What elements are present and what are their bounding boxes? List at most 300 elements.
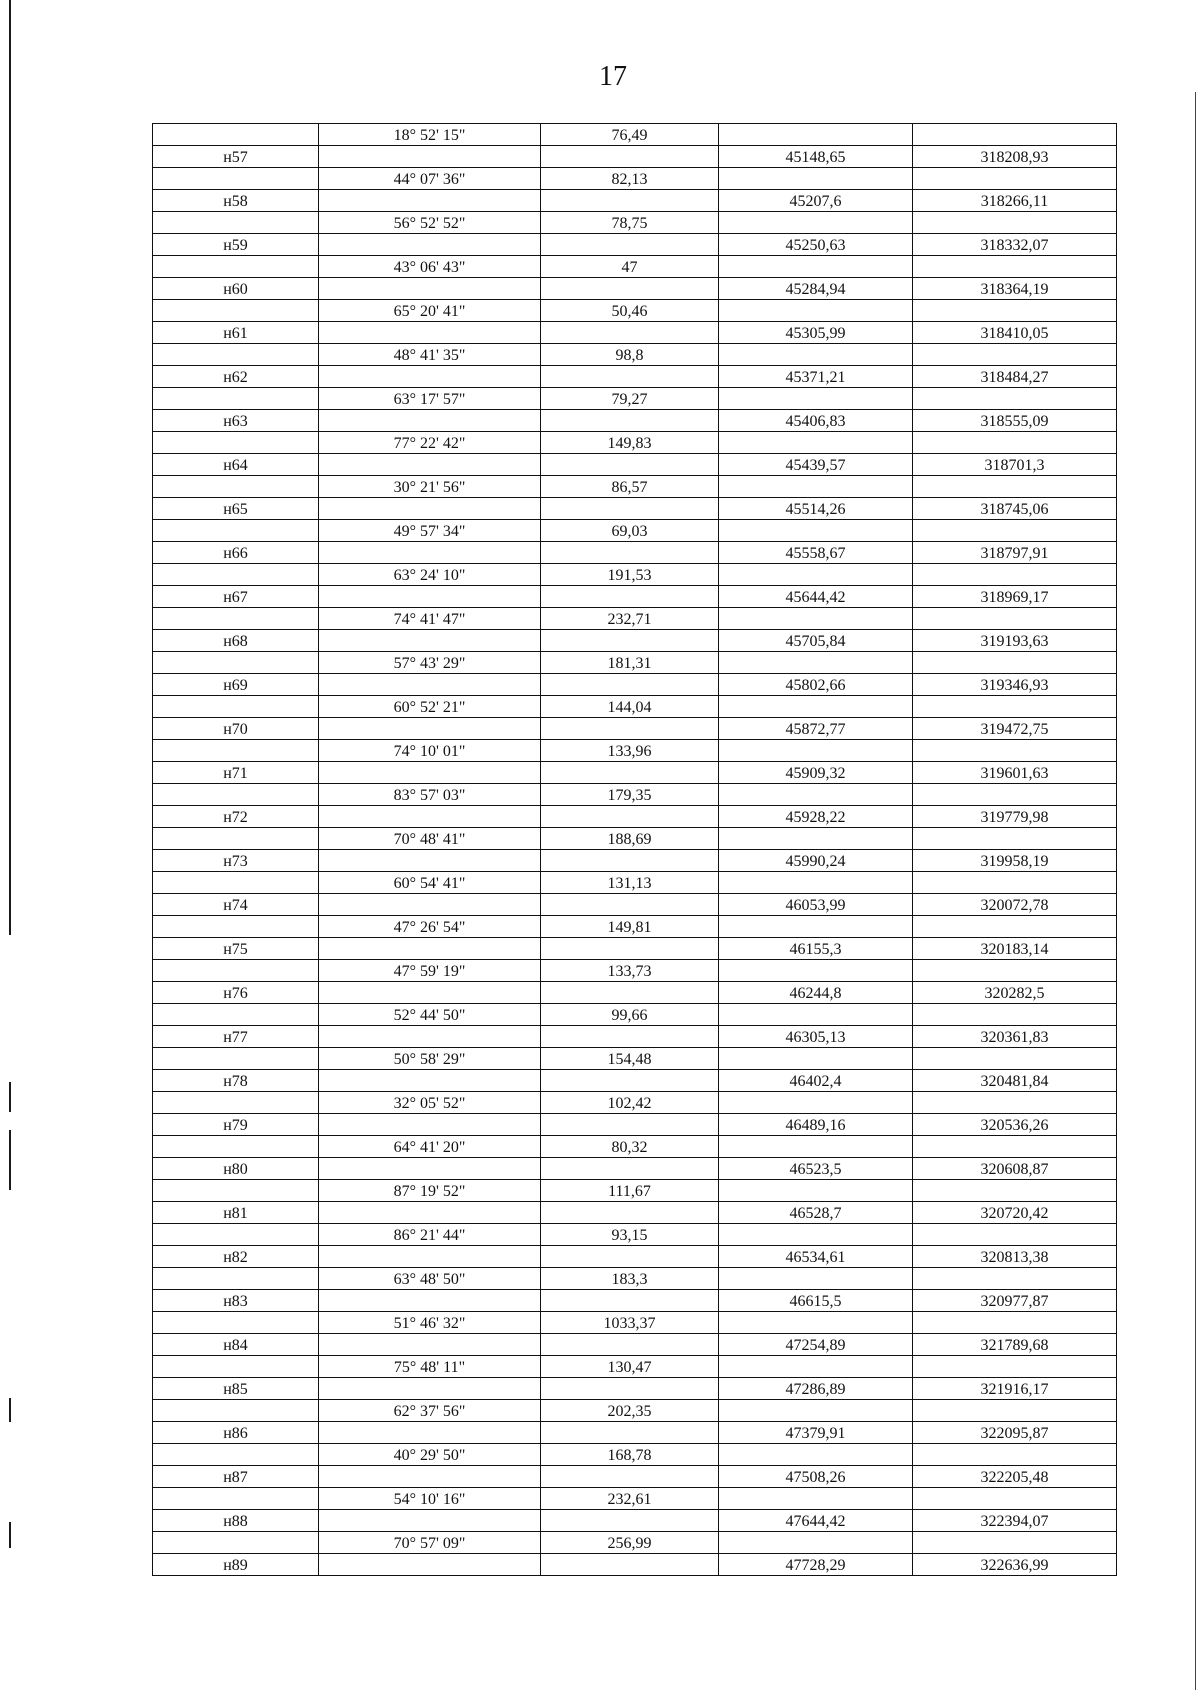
cell-y: 321789,68 bbox=[912, 1334, 1116, 1355]
cell-x: 46615,5 bbox=[718, 1290, 912, 1311]
cell-empty bbox=[153, 960, 318, 981]
cell-angle: 52° 44' 50" bbox=[318, 1004, 540, 1025]
cell-distance: 149,83 bbox=[540, 432, 718, 453]
cell-point-name: н66 bbox=[223, 545, 248, 562]
cell-empty bbox=[912, 828, 1116, 849]
cell-empty bbox=[318, 1158, 540, 1179]
cell-angle: 18° 52' 15" bbox=[318, 124, 540, 145]
cell-point-name: н82 bbox=[223, 1249, 248, 1266]
cell-empty bbox=[153, 1444, 318, 1465]
cell-x: 45250,63 bbox=[718, 234, 912, 255]
cell-empty bbox=[912, 740, 1116, 761]
cell-angle: 77° 22' 42" bbox=[318, 432, 540, 453]
cell-empty bbox=[540, 718, 718, 739]
cell-empty bbox=[540, 1290, 718, 1311]
cell-point-name: н88 bbox=[223, 1513, 248, 1530]
cell-x: 45990,24 bbox=[718, 850, 912, 871]
cell-empty bbox=[540, 674, 718, 695]
table-row-segment bbox=[153, 828, 1116, 850]
cell-distance: 202,35 bbox=[540, 1400, 718, 1421]
cell-y: 318332,07 bbox=[912, 234, 1116, 255]
cell-empty bbox=[153, 608, 318, 629]
cell-point-name: н60 bbox=[223, 281, 248, 298]
cell-point-name: н83 bbox=[223, 1293, 248, 1310]
cell-empty bbox=[718, 344, 912, 365]
cell-empty bbox=[318, 234, 540, 255]
cell-empty bbox=[318, 322, 540, 343]
cell-empty bbox=[718, 432, 912, 453]
cell-empty bbox=[318, 938, 540, 959]
cell-empty bbox=[318, 1510, 540, 1531]
cell-empty bbox=[318, 454, 540, 475]
cell-empty bbox=[540, 146, 718, 167]
cell-distance: 188,69 bbox=[540, 828, 718, 849]
cell-angle: 64° 41' 20" bbox=[318, 1136, 540, 1157]
table-row-segment bbox=[153, 344, 1116, 366]
cell-empty bbox=[153, 432, 318, 453]
cell-y: 318745,06 bbox=[912, 498, 1116, 519]
cell-distance: 181,31 bbox=[540, 652, 718, 673]
cell-empty bbox=[153, 652, 318, 673]
cell-empty bbox=[718, 1532, 912, 1553]
cell-empty bbox=[318, 498, 540, 519]
scan-edge-left-fragment bbox=[9, 1398, 11, 1422]
cell-empty bbox=[153, 1092, 318, 1113]
cell-angle: 56° 52' 52" bbox=[318, 212, 540, 233]
table-row-point bbox=[153, 542, 1116, 564]
cell-empty bbox=[540, 630, 718, 651]
cell-x: 47254,89 bbox=[718, 1334, 912, 1355]
cell-x: 45928,22 bbox=[718, 806, 912, 827]
cell-angle: 47° 59' 19" bbox=[318, 960, 540, 981]
table-row-segment bbox=[153, 1488, 1116, 1510]
cell-distance: 111,67 bbox=[540, 1180, 718, 1201]
cell-empty bbox=[718, 1488, 912, 1509]
cell-empty bbox=[718, 1048, 912, 1069]
cell-y: 319601,63 bbox=[912, 762, 1116, 783]
cell-empty bbox=[540, 542, 718, 563]
cell-empty bbox=[318, 278, 540, 299]
cell-y: 318208,93 bbox=[912, 146, 1116, 167]
table-row-point bbox=[153, 938, 1116, 960]
cell-empty bbox=[912, 1400, 1116, 1421]
cell-empty bbox=[718, 608, 912, 629]
cell-x: 45644,42 bbox=[718, 586, 912, 607]
scan-edge-left-fragment bbox=[9, 1522, 11, 1548]
cell-x: 47286,89 bbox=[718, 1378, 912, 1399]
cell-empty bbox=[540, 938, 718, 959]
cell-empty bbox=[718, 652, 912, 673]
cell-x: 45148,65 bbox=[718, 146, 912, 167]
cell-x: 46244,8 bbox=[718, 982, 912, 1003]
cell-point-name: н67 bbox=[223, 589, 248, 606]
cell-empty bbox=[540, 190, 718, 211]
cell-point-name: н68 bbox=[223, 633, 248, 650]
cell-distance: 131,13 bbox=[540, 872, 718, 893]
cell-empty bbox=[912, 872, 1116, 893]
cell-empty bbox=[540, 322, 718, 343]
cell-empty bbox=[912, 960, 1116, 981]
cell-point-name: н89 bbox=[223, 1557, 248, 1574]
cell-empty bbox=[540, 982, 718, 1003]
cell-empty bbox=[153, 1180, 318, 1201]
cell-x: 46534,61 bbox=[718, 1246, 912, 1267]
cell-angle: 87° 19' 52" bbox=[318, 1180, 540, 1201]
cell-empty bbox=[153, 520, 318, 541]
table-row-segment bbox=[153, 388, 1116, 410]
table-row-segment bbox=[153, 432, 1116, 454]
cell-point-name: н62 bbox=[223, 369, 248, 386]
cell-empty bbox=[540, 1070, 718, 1091]
table-row-point bbox=[153, 1510, 1116, 1532]
cell-y: 320813,38 bbox=[912, 1246, 1116, 1267]
cell-empty bbox=[318, 762, 540, 783]
cell-empty bbox=[540, 1202, 718, 1223]
cell-empty bbox=[540, 498, 718, 519]
cell-empty bbox=[540, 762, 718, 783]
cell-x: 45207,6 bbox=[718, 190, 912, 211]
cell-empty bbox=[718, 256, 912, 277]
cell-distance: 80,32 bbox=[540, 1136, 718, 1157]
cell-x: 45305,99 bbox=[718, 322, 912, 343]
cell-empty bbox=[718, 1180, 912, 1201]
cell-empty bbox=[912, 1092, 1116, 1113]
cell-empty bbox=[718, 476, 912, 497]
cell-empty bbox=[318, 542, 540, 563]
table-row-point bbox=[153, 1202, 1116, 1224]
cell-y: 320720,42 bbox=[912, 1202, 1116, 1223]
cell-empty bbox=[718, 168, 912, 189]
cell-empty bbox=[153, 168, 318, 189]
cell-empty bbox=[540, 586, 718, 607]
cell-distance: 69,03 bbox=[540, 520, 718, 541]
cell-point-name: н87 bbox=[223, 1469, 248, 1486]
cell-empty bbox=[718, 740, 912, 761]
cell-empty bbox=[718, 1444, 912, 1465]
cell-empty bbox=[540, 234, 718, 255]
cell-empty bbox=[912, 696, 1116, 717]
cell-point-name: н79 bbox=[223, 1117, 248, 1134]
cell-angle: 40° 29' 50" bbox=[318, 1444, 540, 1465]
cell-empty bbox=[718, 388, 912, 409]
cell-empty bbox=[318, 1466, 540, 1487]
table-row-point bbox=[153, 894, 1116, 916]
table-row-segment bbox=[153, 1444, 1116, 1466]
cell-empty bbox=[718, 124, 912, 145]
table-row-point bbox=[153, 762, 1116, 784]
table-row-point bbox=[153, 1114, 1116, 1136]
table-row-point bbox=[153, 1466, 1116, 1488]
cell-y: 320282,5 bbox=[912, 982, 1116, 1003]
cell-empty bbox=[718, 784, 912, 805]
cell-empty bbox=[153, 212, 318, 233]
cell-y: 320608,87 bbox=[912, 1158, 1116, 1179]
cell-empty bbox=[718, 1224, 912, 1245]
cell-empty bbox=[912, 1004, 1116, 1025]
cell-x: 45371,21 bbox=[718, 366, 912, 387]
cell-empty bbox=[153, 564, 318, 585]
cell-y: 318555,09 bbox=[912, 410, 1116, 431]
table-row-point bbox=[153, 1158, 1116, 1180]
cell-distance: 149,81 bbox=[540, 916, 718, 937]
table-row-segment bbox=[153, 564, 1116, 586]
cell-distance: 1033,37 bbox=[540, 1312, 718, 1333]
table-row-point bbox=[153, 1246, 1116, 1268]
cell-empty bbox=[718, 1004, 912, 1025]
cell-y: 320072,78 bbox=[912, 894, 1116, 915]
table-row-segment bbox=[153, 916, 1116, 938]
cell-angle: 44° 07' 36" bbox=[318, 168, 540, 189]
cell-empty bbox=[318, 1026, 540, 1047]
cell-point-name: н77 bbox=[223, 1029, 248, 1046]
cell-distance: 183,3 bbox=[540, 1268, 718, 1289]
cell-empty bbox=[318, 146, 540, 167]
cell-point-name: н61 bbox=[223, 325, 248, 342]
cell-angle: 70° 57' 09" bbox=[318, 1532, 540, 1553]
cell-empty bbox=[540, 1378, 718, 1399]
cell-empty bbox=[153, 300, 318, 321]
cell-empty bbox=[318, 982, 540, 1003]
cell-empty bbox=[153, 916, 318, 937]
cell-y: 320183,14 bbox=[912, 938, 1116, 959]
cell-x: 45439,57 bbox=[718, 454, 912, 475]
cell-y: 320361,83 bbox=[912, 1026, 1116, 1047]
cell-empty bbox=[718, 1400, 912, 1421]
cell-distance: 191,53 bbox=[540, 564, 718, 585]
cell-point-name: н85 bbox=[223, 1381, 248, 1398]
cell-x: 45558,67 bbox=[718, 542, 912, 563]
table-row-point bbox=[153, 498, 1116, 520]
cell-empty bbox=[912, 1180, 1116, 1201]
cell-x: 46528,7 bbox=[718, 1202, 912, 1223]
table-row-point bbox=[153, 1422, 1116, 1444]
cell-distance: 78,75 bbox=[540, 212, 718, 233]
cell-angle: 32° 05' 52" bbox=[318, 1092, 540, 1113]
cell-empty bbox=[318, 894, 540, 915]
cell-angle: 63° 48' 50" bbox=[318, 1268, 540, 1289]
table-row-point bbox=[153, 322, 1116, 344]
cell-x: 45406,83 bbox=[718, 410, 912, 431]
cell-angle: 60° 54' 41" bbox=[318, 872, 540, 893]
cell-angle: 60° 52' 21" bbox=[318, 696, 540, 717]
table-row-segment bbox=[153, 300, 1116, 322]
cell-angle: 54° 10' 16" bbox=[318, 1488, 540, 1509]
cell-empty bbox=[153, 124, 318, 145]
cell-empty bbox=[912, 784, 1116, 805]
cell-y: 322095,87 bbox=[912, 1422, 1116, 1443]
cell-empty bbox=[318, 1422, 540, 1443]
cell-empty bbox=[153, 1400, 318, 1421]
table-row-point bbox=[153, 806, 1116, 828]
cell-empty bbox=[540, 1466, 718, 1487]
table-row-segment bbox=[153, 696, 1116, 718]
cell-y: 318701,3 bbox=[912, 454, 1116, 475]
table-row-segment bbox=[153, 1400, 1116, 1422]
cell-empty bbox=[153, 1224, 318, 1245]
cell-y: 322205,48 bbox=[912, 1466, 1116, 1487]
cell-distance: 168,78 bbox=[540, 1444, 718, 1465]
cell-empty bbox=[718, 300, 912, 321]
cell-empty bbox=[153, 476, 318, 497]
cell-y: 322394,07 bbox=[912, 1510, 1116, 1531]
cell-point-name: н75 bbox=[223, 941, 248, 958]
cell-angle: 75° 48' 11" bbox=[318, 1356, 540, 1377]
table-row-point bbox=[153, 146, 1116, 168]
cell-x: 46402,4 bbox=[718, 1070, 912, 1091]
table-row-segment bbox=[153, 256, 1116, 278]
cell-empty bbox=[318, 1290, 540, 1311]
table-row-point bbox=[153, 1554, 1116, 1576]
cell-distance: 93,15 bbox=[540, 1224, 718, 1245]
cell-x: 45872,77 bbox=[718, 718, 912, 739]
cell-empty bbox=[318, 1554, 540, 1575]
cell-distance: 130,47 bbox=[540, 1356, 718, 1377]
cell-y: 318969,17 bbox=[912, 586, 1116, 607]
cell-empty bbox=[540, 894, 718, 915]
cell-point-name: н76 bbox=[223, 985, 248, 1002]
cell-y: 319779,98 bbox=[912, 806, 1116, 827]
table-row-segment bbox=[153, 1268, 1116, 1290]
cell-y: 318484,27 bbox=[912, 366, 1116, 387]
cell-empty bbox=[540, 278, 718, 299]
cell-y: 320481,84 bbox=[912, 1070, 1116, 1091]
table-row-segment bbox=[153, 124, 1116, 146]
cell-distance: 256,99 bbox=[540, 1532, 718, 1553]
cell-point-name: н59 bbox=[223, 237, 248, 254]
table-row-segment bbox=[153, 1180, 1116, 1202]
cell-empty bbox=[318, 850, 540, 871]
table-row-point bbox=[153, 586, 1116, 608]
table-row-segment bbox=[153, 1004, 1116, 1026]
cell-empty bbox=[912, 344, 1116, 365]
cell-empty bbox=[912, 1136, 1116, 1157]
cell-empty bbox=[912, 432, 1116, 453]
cell-empty bbox=[912, 1224, 1116, 1245]
cell-point-name: н57 bbox=[223, 149, 248, 166]
cell-point-name: н58 bbox=[223, 193, 248, 210]
cell-empty bbox=[912, 476, 1116, 497]
cell-point-name: н78 bbox=[223, 1073, 248, 1090]
cell-distance: 79,27 bbox=[540, 388, 718, 409]
cell-angle: 30° 21' 56" bbox=[318, 476, 540, 497]
cell-empty bbox=[153, 256, 318, 277]
cell-empty bbox=[153, 1356, 318, 1377]
cell-angle: 48° 41' 35" bbox=[318, 344, 540, 365]
cell-empty bbox=[318, 190, 540, 211]
table-row-point bbox=[153, 1070, 1116, 1092]
cell-empty bbox=[718, 1268, 912, 1289]
cell-angle: 70° 48' 41" bbox=[318, 828, 540, 849]
cell-distance: 86,57 bbox=[540, 476, 718, 497]
cell-point-name: н73 bbox=[223, 853, 248, 870]
cell-point-name: н72 bbox=[223, 809, 248, 826]
cell-empty bbox=[153, 784, 318, 805]
scan-edge-left-fragment bbox=[9, 1130, 11, 1190]
cell-point-name: н80 bbox=[223, 1161, 248, 1178]
cell-x: 45284,94 bbox=[718, 278, 912, 299]
cell-empty bbox=[540, 1510, 718, 1531]
cell-empty bbox=[153, 1532, 318, 1553]
cell-empty bbox=[718, 564, 912, 585]
cell-empty bbox=[318, 718, 540, 739]
cell-empty bbox=[153, 696, 318, 717]
cell-empty bbox=[153, 388, 318, 409]
table-row-segment bbox=[153, 1356, 1116, 1378]
cell-y: 320977,87 bbox=[912, 1290, 1116, 1311]
cell-empty bbox=[912, 652, 1116, 673]
cell-y: 319472,75 bbox=[912, 718, 1116, 739]
table-row-point bbox=[153, 982, 1116, 1004]
cell-distance: 47 bbox=[540, 256, 718, 277]
cell-empty bbox=[153, 344, 318, 365]
cell-y: 319346,93 bbox=[912, 674, 1116, 695]
cell-angle: 83° 57' 03" bbox=[318, 784, 540, 805]
cell-y: 320536,26 bbox=[912, 1114, 1116, 1135]
cell-distance: 133,73 bbox=[540, 960, 718, 981]
cell-empty bbox=[718, 520, 912, 541]
table-row-point bbox=[153, 454, 1116, 476]
cell-angle: 43° 06' 43" bbox=[318, 256, 540, 277]
cell-point-name: н84 bbox=[223, 1337, 248, 1354]
cell-empty bbox=[153, 1048, 318, 1069]
cell-distance: 179,35 bbox=[540, 784, 718, 805]
table-row-point bbox=[153, 366, 1116, 388]
table-row-point bbox=[153, 234, 1116, 256]
cell-x: 46155,3 bbox=[718, 938, 912, 959]
table-row-point bbox=[153, 278, 1116, 300]
cell-empty bbox=[153, 1488, 318, 1509]
table-row-segment bbox=[153, 1136, 1116, 1158]
table-row-segment bbox=[153, 476, 1116, 498]
cell-x: 45802,66 bbox=[718, 674, 912, 695]
cell-empty bbox=[912, 1312, 1116, 1333]
scan-edge-right bbox=[1195, 92, 1196, 1690]
table-row-segment bbox=[153, 1224, 1116, 1246]
cell-empty bbox=[912, 256, 1116, 277]
cell-empty bbox=[718, 212, 912, 233]
table-row-point bbox=[153, 1334, 1116, 1356]
table-row-segment bbox=[153, 1532, 1116, 1554]
cell-empty bbox=[318, 1246, 540, 1267]
cell-empty bbox=[718, 828, 912, 849]
cell-empty bbox=[912, 168, 1116, 189]
table-row-segment bbox=[153, 212, 1116, 234]
cell-empty bbox=[718, 1092, 912, 1113]
cell-empty bbox=[912, 520, 1116, 541]
cell-empty bbox=[718, 696, 912, 717]
cell-empty bbox=[912, 1356, 1116, 1377]
cell-empty bbox=[318, 674, 540, 695]
cell-distance: 76,49 bbox=[540, 124, 718, 145]
cell-angle: 49° 57' 34" bbox=[318, 520, 540, 541]
cell-empty bbox=[540, 1334, 718, 1355]
cell-distance: 144,04 bbox=[540, 696, 718, 717]
table-row-segment bbox=[153, 740, 1116, 762]
cell-distance: 232,61 bbox=[540, 1488, 718, 1509]
scan-edge-left bbox=[9, 0, 11, 935]
cell-angle: 63° 17' 57" bbox=[318, 388, 540, 409]
cell-empty bbox=[718, 1312, 912, 1333]
cell-point-name: н74 bbox=[223, 897, 248, 914]
page-number: 17 bbox=[599, 61, 627, 92]
cell-empty bbox=[912, 1488, 1116, 1509]
cell-y: 318364,19 bbox=[912, 278, 1116, 299]
table-row-segment bbox=[153, 872, 1116, 894]
cell-empty bbox=[912, 1048, 1116, 1069]
table-row-point bbox=[153, 1378, 1116, 1400]
coordinates-table bbox=[152, 123, 1117, 1576]
cell-empty bbox=[153, 1312, 318, 1333]
